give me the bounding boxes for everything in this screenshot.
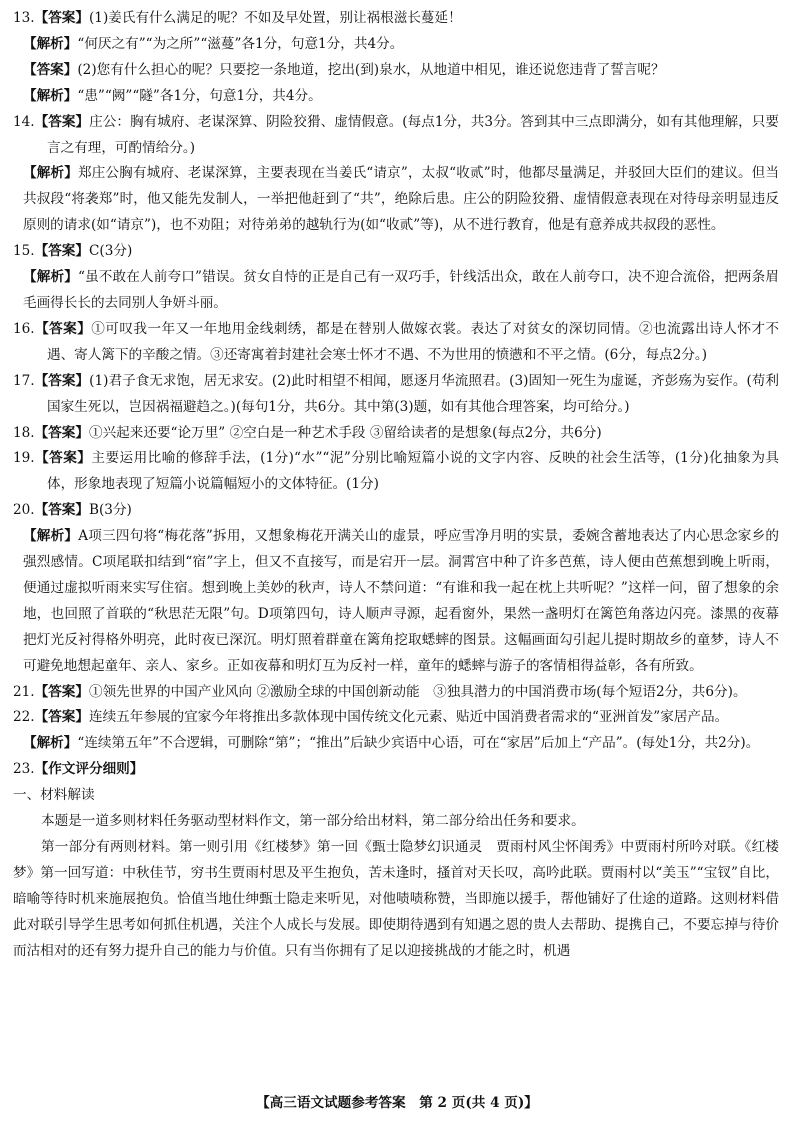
page-footer: 【高三语文试题参考答案 第 2 页(共 4 页)】 (256, 1095, 538, 1111)
answer-text: B(3分) (89, 502, 132, 519)
answer-text: “虽不敢在人前夸口”错误。贫女自恃的正是自己有一双巧手，针线活出众，敢在人前夸口，决不迎合流俗，把两条眉毛画得长长的去同别人争妍斗丽。 (23, 269, 779, 311)
answer-analysis (13, 32, 779, 58)
section-tag: 【答案】 (34, 709, 89, 726)
question-number: 22. (13, 709, 35, 726)
answer-document (13, 6, 779, 965)
answer-text: (2)您有什么担心的呢？只要挖一条地道，挖出(到)泉水，从地道中相见，谁还说您违背了誓言呢？ (77, 61, 665, 78)
section-heading: 一、材料解读 (13, 787, 95, 804)
answer-analysis (13, 265, 779, 317)
question-number: 13. (13, 10, 35, 26)
answer-text: 郑庄公胸有城府、老谋深算，主要表现在当姜氏“请京”，太叔“收贰”时，他都尽量满足，并驳回大臣们的建议。但当共叔段“将袭郑”时，他又能先发制人，一举把他赶到了“共”，绝除后患。庄公的阴险狡猾、虚情假意表现在对待母亲明显违反原则的请求(如“请京”)，也不劝阻；对待弟弟的越轨行为(如“收贰”等)，从不进行教育，他是有意养成共叔段的恶性。 (23, 165, 780, 234)
question-number: 23. (13, 761, 35, 778)
section-tag: 【解析】 (23, 528, 79, 545)
question-number: 21. (13, 683, 35, 700)
answer-text: ①可叹我一年又一年地用金线刺绣，都是在替别人做嫁衣裳。表达了对贫女的深切同情。②也流露出诗人怀才不遇、寄人篱下的辛酸之情。③还寄寓着封建社会寒士怀才不遇、不为世用的愤懑和不平之情。(6分，每点2分。) (47, 320, 780, 363)
question-number: 19. (13, 450, 35, 467)
section-tag: 【答案】 (34, 10, 89, 26)
question-answer (13, 421, 779, 447)
answer-text: 连续五年参展的宜家今年将推出多款体现中国传统文化元素、贴近中国消费者需求的“亚洲首发”家居产品。 (89, 709, 729, 726)
question-answer (13, 6, 779, 32)
question-answer (13, 317, 779, 369)
answer-text: (1)姜氏有什么满足的呢？不如及早处置，别让祸根滋长蔓延！ (89, 10, 462, 26)
section-tag: 【答案】 (34, 243, 89, 260)
answer-analysis (13, 731, 779, 757)
section-tag: 【解析】 (23, 35, 78, 52)
answer-text: A项三四句将“梅花落”拆用，又想象梅花开满关山的虚景，呼应雪净月明的实景，委婉含蓄地表达了内心思念家乡的强烈感情。C项尾联扣结到“宿”字上，但又不直接写，而是宕开一层。洞霄宫中种了许多芭蕉，诗人便由芭蕉想到晚上听雨，便通过虚拟听雨来实写住宿。想到晚上美妙的秋声，诗人不禁问道：“有谁和我一起在枕上共听呢？”这样一问，留了想象的余地，也回照了首联的“秋思茫无限”句。D项第四句，诗人顺声寻源，起看窗外，果然一盏明灯在篱笆角落边闪亮。漆黑的夜幕把灯光反衬得格外明亮，此时夜已深沉。明灯照着群童在篱角挖取蟋蟀的图景。这幅画面勾引起儿提时期故乡的童梦，诗人不可避免地想起童年、亲人、家乡。正如夜幕和明灯互为反衬一样，童年的蟋蟀与游子的客情相得益彰，各有所致。 (23, 528, 779, 674)
section-tag: 【答案】 (34, 372, 90, 389)
answer-text: C(3分) (89, 243, 133, 260)
answer-analysis (13, 58, 779, 84)
section-tag: 【答案】 (23, 61, 78, 78)
question-answer (13, 757, 779, 783)
question-number: 16. (13, 320, 35, 337)
question-answer (13, 369, 779, 421)
question-answer (13, 498, 779, 524)
answer-text: ①兴起来还要“论万里” ②空白是一种艺术手段 ③留给读者的是想象(每点2分，共6分) (89, 424, 602, 441)
question-number: 17. (13, 372, 35, 389)
answer-text: (1)君子食无求饱，居无求安。(2)此时相望不相闻，愿逐月华流照君。(3)固知一死生为虚诞，齐彭殇为妄作。(苟利国家生死以，岂因祸福避趋之。)(每句1分，共6分。其中第(3)题，如有其他合理答案，均可给分。) (47, 372, 779, 415)
answer-text: “患”“阙”“隧”各1分，句意1分，共4分。 (77, 87, 322, 104)
question-answer (13, 110, 779, 162)
body-paragraph: 第一部分有两则材料。第一则引用《红楼梦》第一回《甄士隐梦幻识通灵 贾雨村风尘怀闺秀》中贾雨村所吟对联。《红楼梦》第一回写道：中秋佳节，穷书生贾雨村思及平生抱负，苦未逢时，搔首对天长叹，高吟此联。贾雨村以“美玉”“宝钗”自比，暗喻等待时机来施展抱负。恰值当地仕绅甄士隐走来听见，对他啧啧称赞，当即施以援手，帮他铺好了仕途的道路。这则材料借此对联引导学生思考如何抓住机遇，关注个人成长与发展。即使期待遇到有知遇之恩的贵人去帮助、提携自己，不要忘掉与待价而沽相对的还有努力提升自己的能力与价值。只有当你拥有了足以迎接挑战的才能之时，机遇 (13, 839, 779, 959)
answer-text: 主要运用比喻的修辞手法，(1分)“水”“泥”分别比喻短篇小说的文字内容、反映的社会生活等，(1分)化抽象为具体，形象地表现了短篇小说篇幅短小的文体特征。(1分) (47, 450, 780, 493)
section-tag: 【答案】 (34, 450, 92, 467)
question-answer (13, 446, 779, 498)
question-number: 14. (13, 113, 35, 130)
question-answer (13, 239, 779, 265)
section-tag: 【作文评分细则】 (34, 761, 144, 778)
section-tag: 【答案】 (34, 320, 92, 337)
section-tag: 【答案】 (34, 113, 90, 130)
body-paragraph: 本题是一道多则材料任务驱动型材料作文，第一部分给出材料，第二部分给出任务和要求。 (41, 813, 585, 830)
section-tag: 【解析】 (23, 735, 78, 752)
section-tag: 【解析】 (23, 269, 78, 286)
answer-text: “连续第五年”不合逻辑，可删除“第”；“推出”后缺少宾语中心语，可在“家居”后加上“产品”。(每处1分，共2分)。 (77, 735, 760, 752)
section-tag: 【解析】 (23, 87, 78, 104)
section-tag: 【解析】 (23, 165, 78, 182)
question-number: 18. (13, 424, 35, 441)
answer-analysis (13, 84, 779, 110)
section-tag: 【答案】 (34, 424, 89, 441)
section-tag: 【答案】 (34, 502, 89, 519)
answer-text: “何厌之有”“为之所”“滋蔓”各1分，句意1分，共4分。 (77, 35, 404, 52)
question-number: 15. (13, 243, 35, 260)
question-number: 20. (13, 502, 35, 519)
question-answer (13, 705, 779, 731)
section-tag: 【答案】 (34, 683, 89, 700)
answer-analysis (13, 524, 779, 679)
answer-text: ①领先世界的中国产业风向 ②激励全球的中国创新动能 ③独具潜力的中国消费市场(每个短语2分，共6分)。 (89, 683, 747, 700)
answer-text: 庄公：胸有城府、老谋深算、阴险狡猾、虚情假意。(每点1分，共3分。答到其中三点即满分，如有其他理解，只要言之有理，可酌情给分。) (47, 113, 779, 156)
answer-analysis (13, 161, 779, 239)
question-answer (13, 680, 779, 706)
